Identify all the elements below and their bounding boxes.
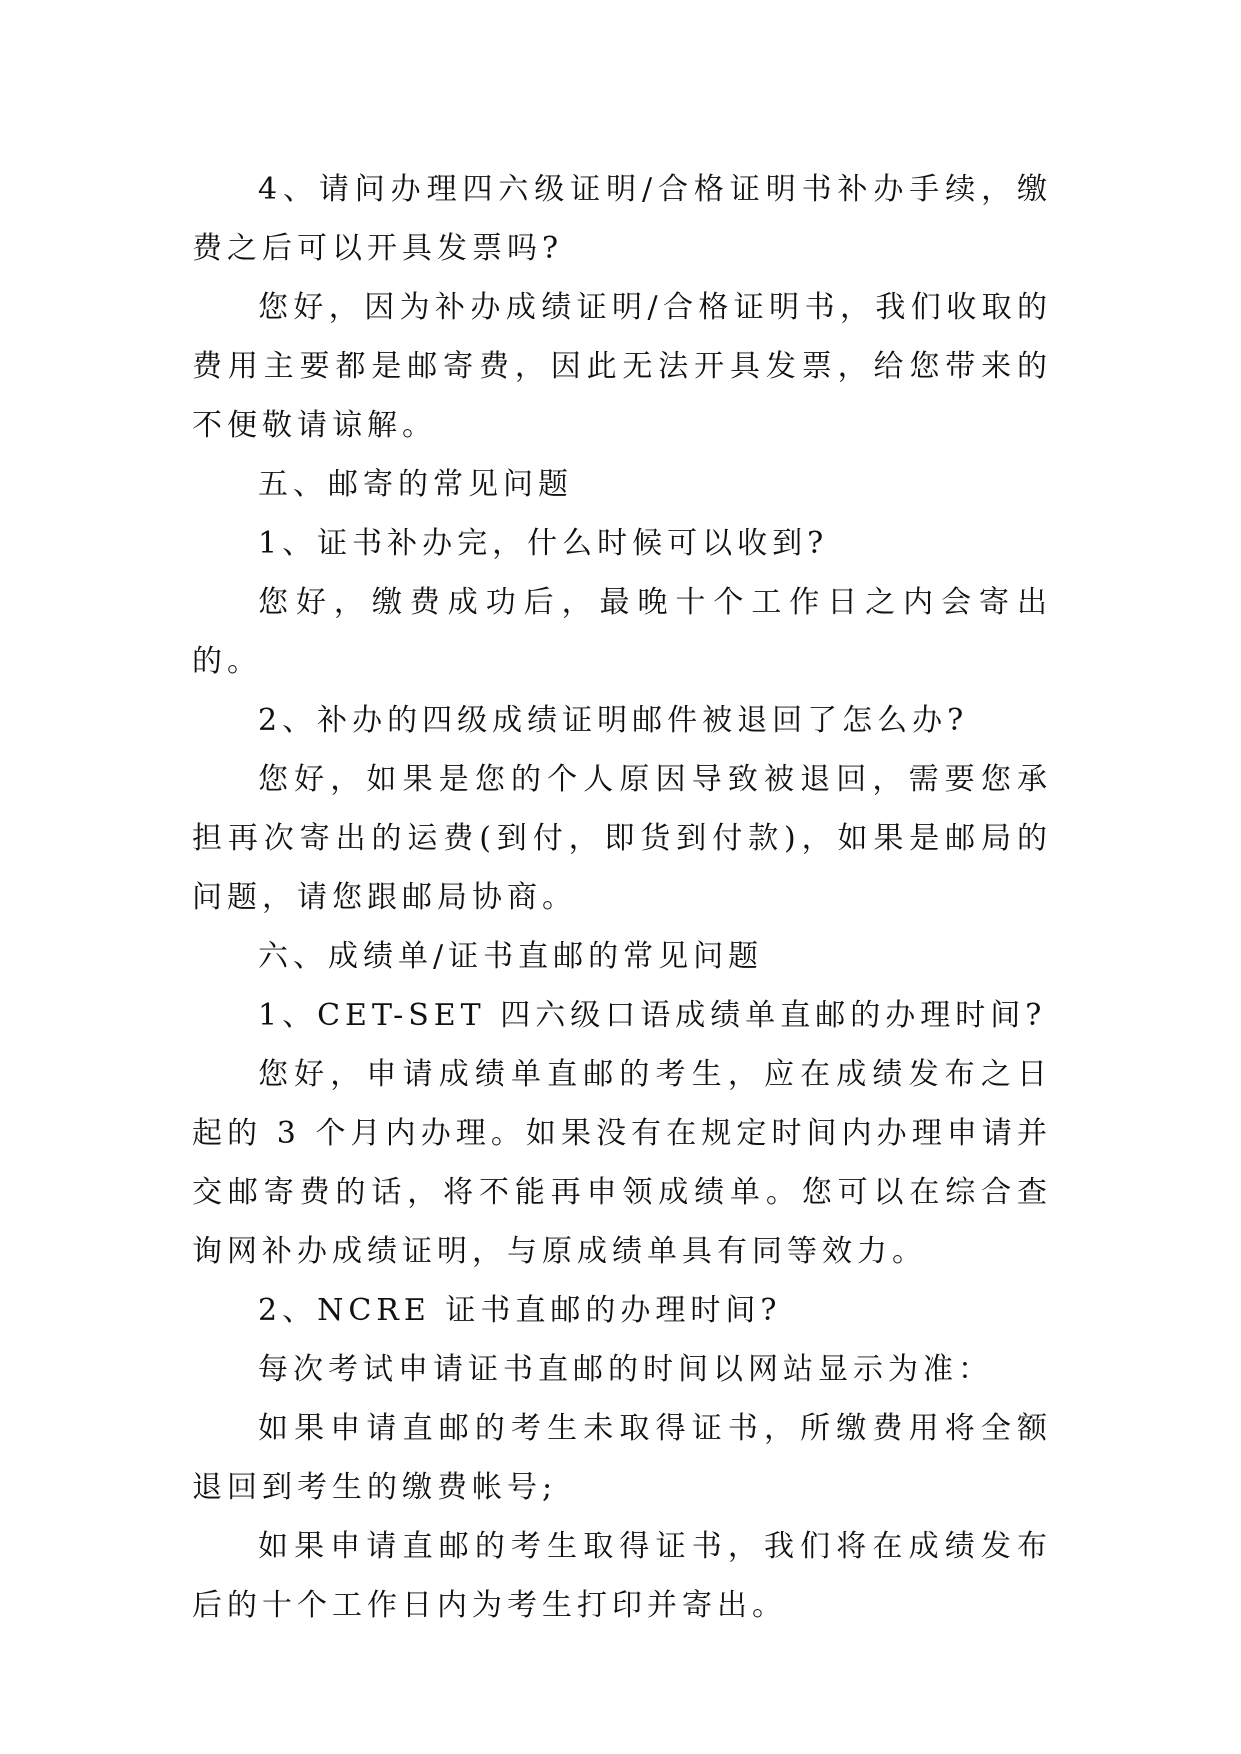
section-heading: 六、成绩单/证书直邮的常见问题 xyxy=(258,939,764,974)
answer-paragraph: 每次考试申请证书直邮的时间以网站显示为准： xyxy=(258,1352,993,1387)
question-paragraph: 2、NCRE 证书直邮的办理时间? xyxy=(258,1293,782,1328)
answer-paragraph: 如果申请直邮的考生取得证书，我们将在成绩发布后的十个工作日内为考生打印并寄出。 xyxy=(192,1529,1052,1623)
document-body xyxy=(192,160,1052,1635)
section-heading: 五、邮寄的常见问题 xyxy=(258,467,573,502)
question-paragraph: 1、CET-SET 四六级口语成绩单直邮的办理时间? xyxy=(258,998,1047,1033)
answer-paragraph: 您好，缴费成功后，最晚十个工作日之内会寄出的。 xyxy=(192,585,1052,679)
answer-paragraph: 您好，因为补办成绩证明/合格证明书，我们收取的费用主要都是邮寄费，因此无法开具发票，给您带来的不便敬请谅解。 xyxy=(192,290,1052,443)
question-paragraph: 4、请问办理四六级证明/合格证明书补办手续，缴费之后可以开具发票吗? xyxy=(192,172,1052,266)
question-paragraph: 1、证书补办完，什么时候可以收到? xyxy=(258,526,829,561)
answer-paragraph: 如果申请直邮的考生未取得证书，所缴费用将全额退回到考生的缴费帐号; xyxy=(192,1411,1052,1505)
answer-paragraph: 您好，如果是您的个人原因导致被退回，需要您承担再次寄出的运费(到付，即货到付款)，如果是邮局的问题，请您跟邮局协商。 xyxy=(192,762,1052,915)
question-paragraph: 2、补办的四级成绩证明邮件被退回了怎么办? xyxy=(258,703,969,738)
answer-paragraph: 您好，申请成绩单直邮的考生，应在成绩发布之日起的 3 个月内办理。如果没有在规定时间内办理申请并交邮寄费的话，将不能再申领成绩单。您可以在综合查询网补办成绩证明，与原成绩单具有同等效力。 xyxy=(192,1057,1052,1269)
